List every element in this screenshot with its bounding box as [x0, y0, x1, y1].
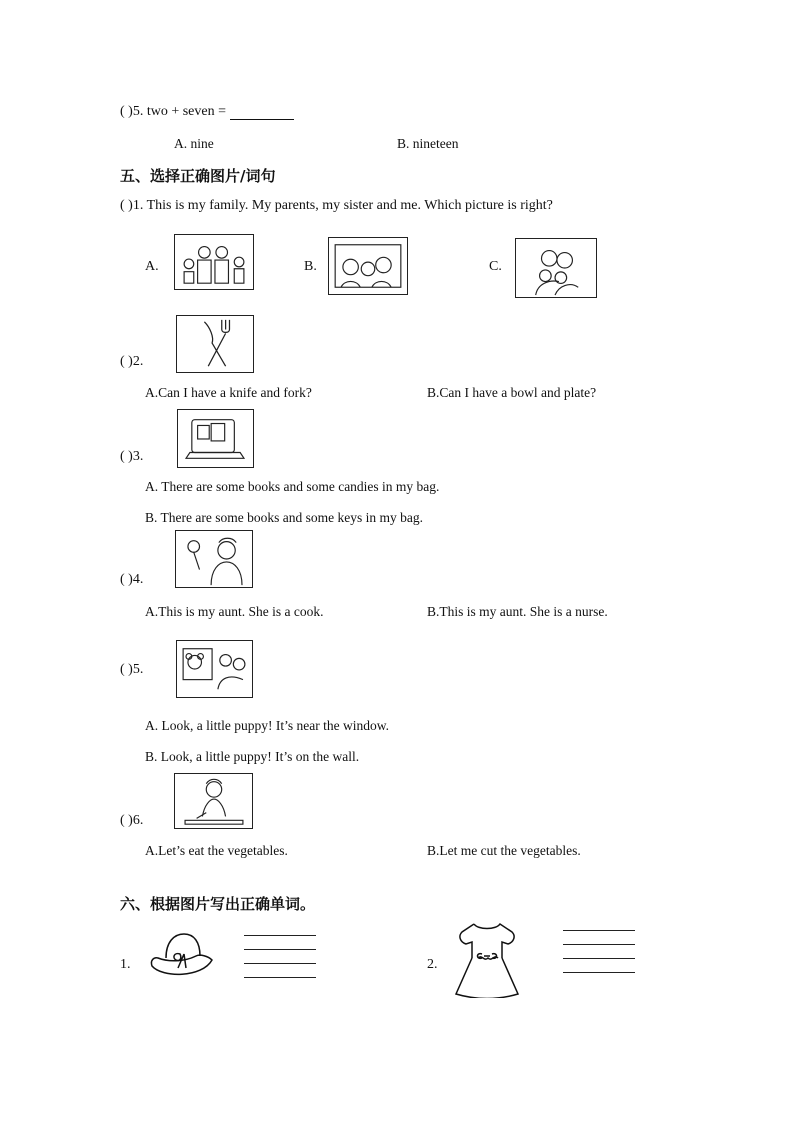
bag-picture [177, 409, 254, 468]
cutting-vegetables-picture [174, 773, 253, 829]
family-picture-a[interactable] [174, 234, 254, 290]
s5-q1-label-b: B. [304, 259, 317, 274]
s5-q3-num: ( )3. [120, 449, 144, 464]
s5-q3-option-a: A. There are some books and some candies in my bag. [145, 479, 440, 494]
knife-fork-picture [176, 315, 254, 373]
section6-title: 六、根据图片写出正确单词。 [120, 895, 316, 913]
s5-q3-option-b: B. There are some books and some keys in my bag. [145, 510, 423, 525]
s5-q6-num: ( )6. [120, 813, 144, 828]
s5-q4-option-a: A.This is my aunt. She is a cook. [145, 604, 324, 619]
s6-item2-num: 2. [427, 957, 438, 972]
s5-q6-option-b: B.Let me cut the vegetables. [427, 843, 581, 858]
q-prev5-stem: ( )5. two + seven = [120, 104, 294, 120]
s5-q2-option-a: A.Can I have a knife and fork? [145, 385, 312, 400]
q-prev5-option-a: A. nine [174, 136, 214, 151]
s5-q6-option-a: A.Let’s eat the vegetables. [145, 843, 288, 858]
s5-q5-num: ( )5. [120, 662, 144, 677]
s5-q4-option-b: B.This is my aunt. She is a nurse. [427, 604, 608, 619]
s6-item1-writing-lines[interactable] [244, 935, 316, 991]
family-picture-b[interactable] [328, 237, 408, 295]
s6-item2-writing-lines[interactable] [563, 930, 635, 986]
answer-blank[interactable] [230, 105, 294, 120]
s5-q1-label-c: C. [489, 259, 502, 274]
s5-q2-num: ( )2. [120, 354, 144, 369]
s5-q5-option-a: A. Look, a little puppy! It’s near the window. [145, 718, 389, 733]
s6-item1-num: 1. [120, 957, 131, 972]
puppy-picture [176, 640, 253, 698]
s5-q1-label-a: A. [145, 259, 159, 274]
hat-icon [150, 928, 214, 978]
s5-q4-num: ( )4. [120, 572, 144, 587]
section5-title: 五、选择正确图片/词句 [120, 167, 276, 185]
family-picture-c[interactable] [515, 238, 597, 298]
s5-q5-option-b: B. Look, a little puppy! It’s on the wall. [145, 749, 360, 764]
s5-q1-stem: ( )1. This is my family. My parents, my sister and me. Which picture is right? [120, 198, 553, 213]
s5-q2-option-b: B.Can I have a bowl and plate? [427, 385, 597, 400]
dress-icon [454, 920, 520, 998]
aunt-cook-picture [175, 530, 253, 588]
q-prev5-option-b: B. nineteen [397, 136, 459, 151]
